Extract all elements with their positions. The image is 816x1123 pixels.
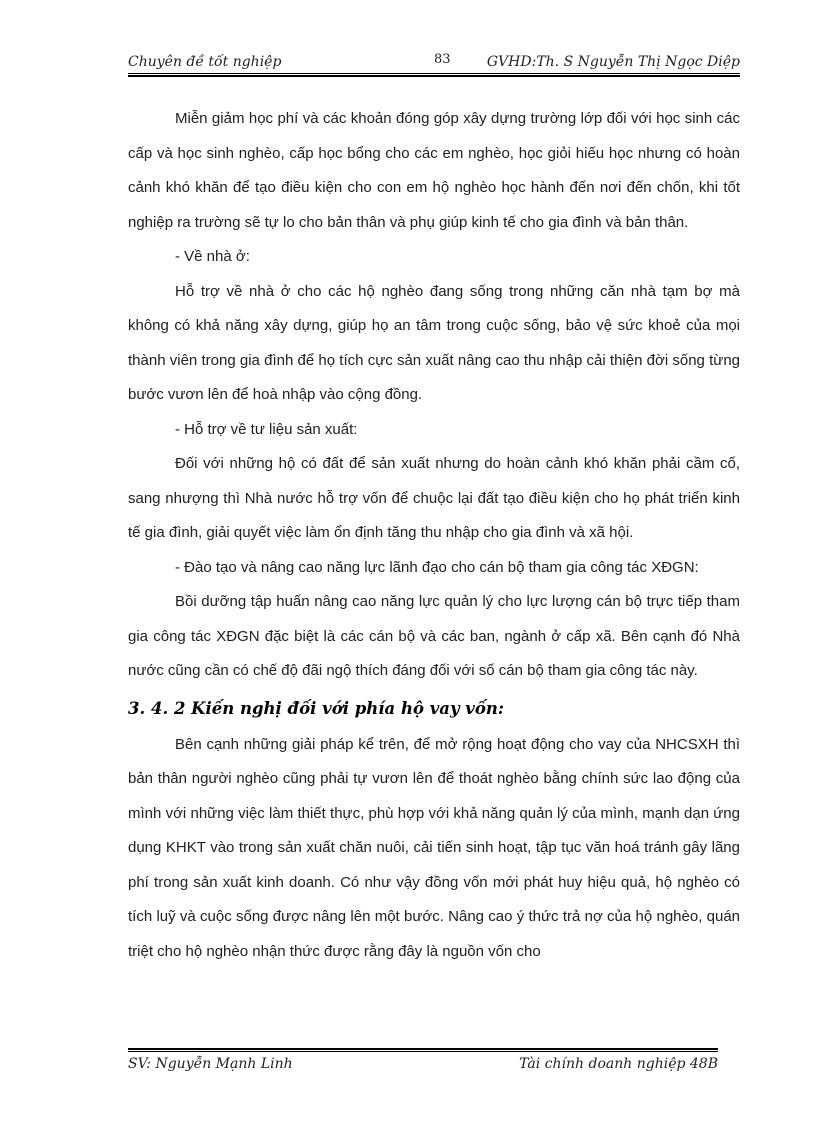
section-heading: 3. 4. 2 Kiến nghị đối với phía hộ vay vốn: <box>128 698 504 718</box>
header-document-type: Chuyên đề tốt nghiệp <box>128 54 282 70</box>
page-footer <box>128 1054 718 1076</box>
paragraph-borrower-recommendation: Bên cạnh những giải pháp kể trên, để mở rộng hoạt động cho vay của NHCSXH thì bản thân người nghèo cũng phải tự vươn lên để thoát nghèo bằng chính sức lao động của mình với những việc làm thiết thực, phù hợp với khả năng quản lý của mình, mạnh dạn ứng dụng KHKT vào trong sản xuất chăn nuôi, cải tiến sinh hoạt, tập tục văn hoá tránh gây lãng phí trong sản xuất kinh doanh. Có như vậy đồng vốn mới phát huy hiệu quả, hộ nghèo có tích luỹ và cuộc sống được nâng lên một bước. Nâng cao ý thức trả nợ của hộ nghèo, quán triệt cho hộ nghèo nhận thức được rằng đây là nguồn vốn cho <box>128 735 740 960</box>
paragraph-cadre-training: Bồi dưỡng tập huấn nâng cao năng lực quản lý cho lực lượng cán bộ trực tiếp tham gia công tác XĐGN đặc biệt là các cán bộ và các ban, ngành ở cấp xã. Bên cạnh đó Nhà nước cũng cần có chế độ đãi ngộ thích đáng đối với số cán bộ tham gia công tác này. <box>128 593 740 679</box>
footer-rule <box>128 1048 718 1052</box>
page-body <box>128 102 740 969</box>
header-supervisor: GVHD:Th. S Nguyễn Thị Ngọc Diệp <box>486 54 740 70</box>
paragraph-tuition-exemption: Miễn giảm học phí và các khoản đóng góp xây dựng trường lớp đối với học sinh các cấp và học sinh nghèo, cấp học bổng cho các em nghèo, học giỏi hiếu học nhưng có hoàn cảnh khó khăn để tạo điều kiện cho con em hộ nghèo học hành đến nơi đến chốn, khi tốt nghiệp ra trường sẽ tự lo cho bản thân và phụ giúp kinh tế cho gia đình và bản thân. <box>128 110 740 231</box>
paragraph-housing-support: Hỗ trợ về nhà ở cho các hộ nghèo đang sống trong những căn nhà tạm bợ mà không có khả năng xây dựng, giúp họ an tâm trong cuộc sống, bảo vệ sức khoẻ của mọi thành viên trong gia đình để họ tích cực sản xuất nâng cao thu nhập cải thiện đời sống từng bước vươn lên để hoà nhập vào cộng đồng. <box>128 282 740 403</box>
header-rule <box>128 73 740 77</box>
subheading-cadre-training: - Đào tạo và nâng cao năng lực lãnh đạo cho cán bộ tham gia công tác XĐGN: <box>175 558 699 576</box>
footer-class: Tài chính doanh nghiệp 48B <box>519 1056 718 1072</box>
subheading-housing: - Về nhà ở: <box>175 248 250 265</box>
paragraph-land-support: Đối với những hộ có đất để sản xuất nhưng do hoàn cảnh khó khăn phải cầm cố, sang nhượng thì Nhà nước hỗ trợ vốn để chuộc lại đất tạo điều kiện cho họ phát triển kinh tế gia đình, giải quyết việc làm ổn định tăng thu nhập cho gia đình và xã hội. <box>128 455 740 541</box>
subheading-production-means: - Hỗ trợ về tư liệu sản xuất: <box>175 420 358 438</box>
page-number: 83 <box>434 52 451 67</box>
page-header <box>128 50 740 72</box>
footer-student: SV: Nguyễn Mạnh Linh <box>128 1056 293 1072</box>
